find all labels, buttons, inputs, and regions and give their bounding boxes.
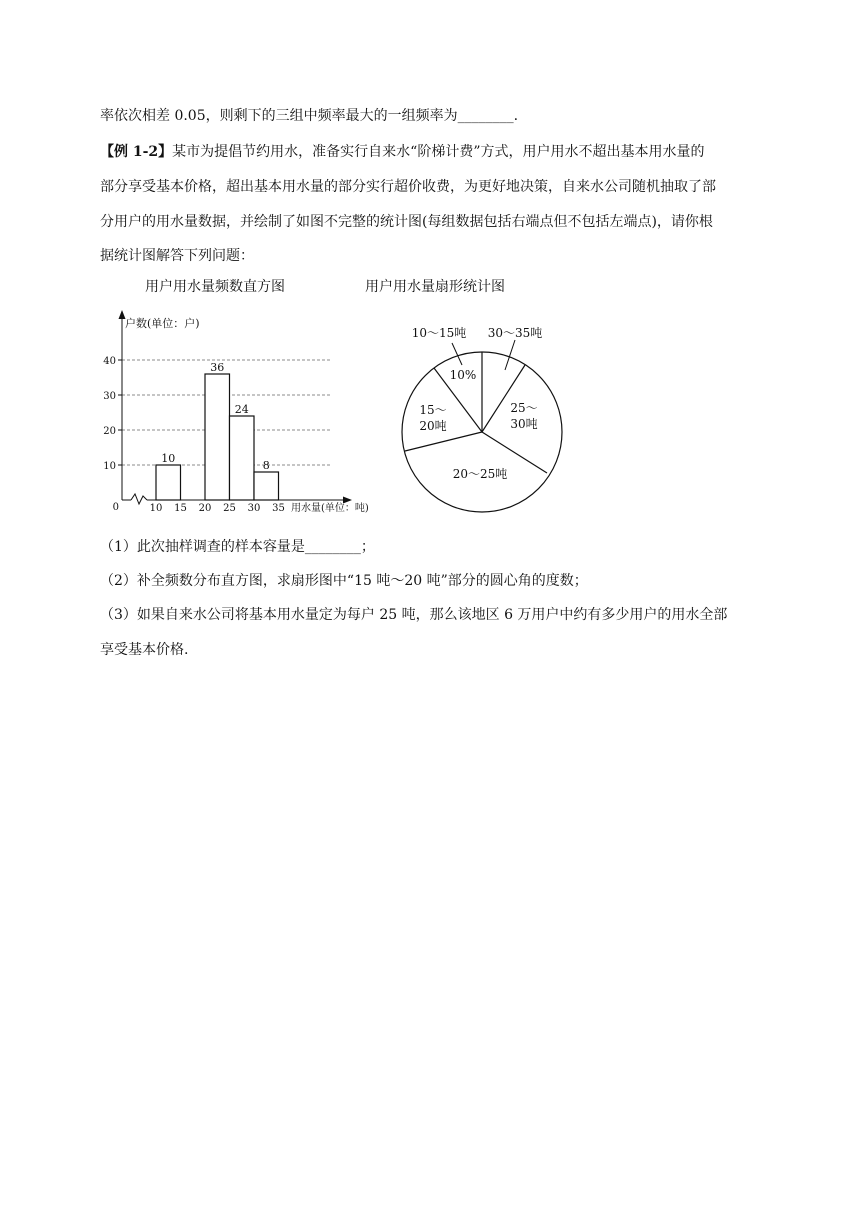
histogram-bar [156,465,181,500]
pie-caption: 用户用水量扇形统计图 [365,279,505,295]
pie-note-10-percent: 10% [449,368,477,382]
pie-divider-lower-left [405,432,482,451]
histogram-caption: 用户用水量频数直方图 [145,279,285,295]
pie-label-15-20-line1: 15～ [419,403,447,417]
y-tick-labels [103,356,116,472]
text-line-3: 分用户的用水量数据，并绘制了如图不完整的统计图(每组数据包括右端点但不包括左端点)，请你根 [100,214,713,230]
text-line-1 [100,142,704,162]
question-2: （2）补全频数分布直方图，求扇形图中“15 吨～20 吨”部分的圆心角的度数； [100,573,588,589]
y-tick-label: 20 [103,426,116,437]
histogram-chart [95,305,395,520]
y-tick-label: 30 [103,391,116,402]
x-tick-label: 15 [174,503,187,514]
bar-value-label: 24 [234,403,249,416]
histogram-bars [156,374,279,500]
pie-label-15-20-line2: 20吨 [419,419,447,433]
y-axis-label: 户数(单位：户) [125,317,200,330]
pie-leader-30-35 [505,340,515,370]
text-line-2: 部分享受基本价格，超出基本用水量的部分实行超价收费，为更好地决策，自来水公司随机抽取了部 [100,179,716,195]
pie-label-30-35: 30～35吨 [487,326,543,340]
x-tick-label: 25 [223,503,236,514]
text-line-1-body: 某市为提倡节约用水，准备实行自来水“阶梯计费”方式，用户用水不超出基本用水量的 [172,144,705,160]
x-tick-label: 10 [149,503,163,514]
text-line-4: 据统计图解答下列问题： [100,248,254,264]
text-line-0: 率依次相差 0.05，则剩下的三组中频率最大的一组频率为________. [100,108,519,124]
x-tick-label: 20 [198,503,212,514]
x-tick-label: 30 [247,503,261,514]
histogram-bar [205,374,230,500]
x-tick-labels [150,503,285,514]
pie-label-25-30-line1: 25～ [510,401,538,415]
x-axis-label: 用水量(单位：吨) [291,503,369,514]
pie-leader-10-15 [452,343,462,365]
bar-value-label: 36 [210,361,225,374]
histogram-bar [254,472,279,500]
question-1: （1）此次抽样调查的样本容量是________； [100,539,375,555]
pie-label-25-30-line2: 30吨 [510,417,538,431]
histogram-bar [230,416,255,500]
pie-label-20-25: 20～25吨 [452,467,508,481]
x-tick-label: 35 [272,503,285,514]
origin-label: 0 [112,502,119,513]
bar-value-label: 10 [161,452,176,465]
question-3-cont: 享受基本价格. [100,642,189,658]
example-label: 【例 1-2】 [100,144,173,160]
y-tick-label: 10 [103,461,116,472]
pie-chart [395,315,570,515]
bar-value-label: 8 [262,459,270,472]
question-3: （3）如果自来水公司将基本用水量定为每户 25 吨，那么该地区 6 万用户中约有多少用户的用水全部 [100,607,728,623]
pie-label-10-15: 10～15吨 [411,326,467,340]
y-tick-label: 40 [103,356,116,367]
